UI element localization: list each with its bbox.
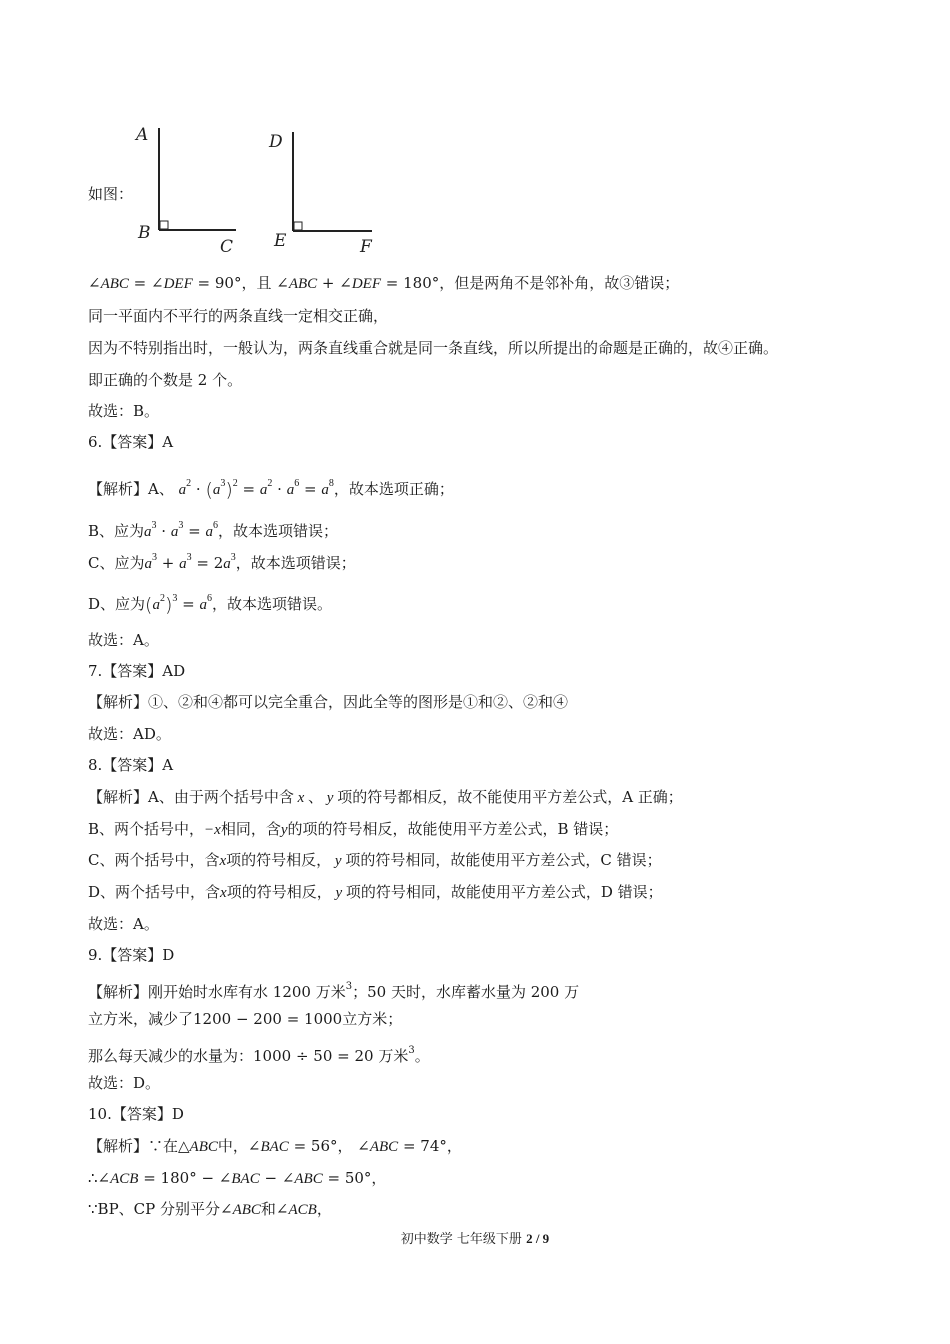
text-line: 同一平面内不平行的两条直线一定相交正确， (88, 307, 389, 325)
q8-selection: 故选：A。 (88, 915, 159, 933)
q8-analysis-d: D、两个括号中，含x项的符号相反， y 项的符号相同，故能使用平方差公式，D 错误； (88, 883, 663, 901)
q8-answer-heading: 8.【答案】A (88, 756, 174, 774)
q7-selection: 故选：AD。 (88, 725, 171, 743)
q10-analysis-c: ∵BP、CP 分别平分∠ABC和∠ACB， (88, 1200, 332, 1218)
point-d-label: D (269, 132, 283, 152)
q7-analysis: 【解析】①、②和④都可以完全重合，因此全等的图形是①和②、②和④ (88, 693, 569, 711)
q8-analysis-c: C、两个括号中，含x项的符号相反， y 项的符号相同，故能使用平方差公式，C 错误； (88, 851, 662, 869)
q9-analysis-c: 那么每天减少的水量为：1000 ÷ 50 = 20 万米$^3$。 (88, 1045, 430, 1065)
q10-analysis-a: 【解析】∵在△ABC中，∠BAC = 56°， ∠ABC = 74°， (88, 1137, 462, 1155)
footer-subject: 初中数学 七年级下册 (400, 1232, 527, 1247)
point-a-label: A (136, 125, 149, 145)
q6-analysis-a: 【解析】A、 $a^2 \cdot (a^3)^2 = a^2 \cdot a^6 = a^8$，故本选项正确； (88, 478, 454, 501)
q10-answer-heading: 10.【答案】D (88, 1105, 184, 1123)
page-number: 2 / 9 (526, 1231, 550, 1246)
q6-analysis-d: D、应为$(a^2)^3 = a^6$，故本选项错误。 (88, 593, 332, 616)
q9-answer-heading: 9.【答案】D (88, 946, 175, 964)
q9-analysis-a: 【解析】刚开始时水库有水 1200 万米$^3$；50 天时，水库蓄水量为 200 万 (88, 981, 580, 1001)
q9-analysis-b: 立方米，减少了1200 − 200 = 1000立方米； (88, 1010, 403, 1028)
figure-caption: 如图： (88, 185, 134, 203)
point-f-label: F (360, 237, 372, 257)
q8-analysis-a: 【解析】A、由于两个括号中含 x 、 y 项的符号都相反，故不能使用平方差公式，A 正确； (88, 788, 683, 806)
q7-answer-heading: 7.【答案】AD (88, 662, 186, 680)
q6-analysis-c: C、应为$a^3 + a^3 = 2a^3$，故本选项错误； (88, 552, 356, 572)
page-footer (0, 1228, 950, 1247)
right-angle-abc-figure (128, 120, 378, 260)
text-line: 故选：B。 (88, 402, 160, 420)
point-e-label: E (274, 231, 287, 251)
angle-sum-line: ∠ABC = ∠DEF = 90°，且 ∠ABC + ∠DEF = 180°，但是两角不是邻补角，故③错误； (88, 274, 680, 292)
text-line: 即正确的个数是 2 个。 (88, 371, 243, 389)
q6-answer-heading: 6.【答案】A (88, 433, 174, 451)
q6-selection: 故选：A。 (88, 631, 159, 649)
point-c-label: C (220, 237, 234, 257)
point-b-label: B (138, 223, 151, 243)
text-line: 因为不特别指出时，一般认为，两条直线重合就是同一条直线，所以所提出的命题是正确的，故④正确。 (88, 339, 779, 357)
q10-analysis-b: ∴∠ACB = 180° − ∠BAC − ∠ABC = 50°， (88, 1169, 387, 1187)
q6-analysis-b: B、应为$a^3 \cdot a^3 = a^6$，故本选项错误； (88, 520, 338, 540)
q9-selection: 故选：D。 (88, 1074, 161, 1092)
q8-analysis-b: B、两个括号中，−x相同，含y的项的符号相反，故能使用平方差公式，B 错误； (88, 820, 619, 838)
